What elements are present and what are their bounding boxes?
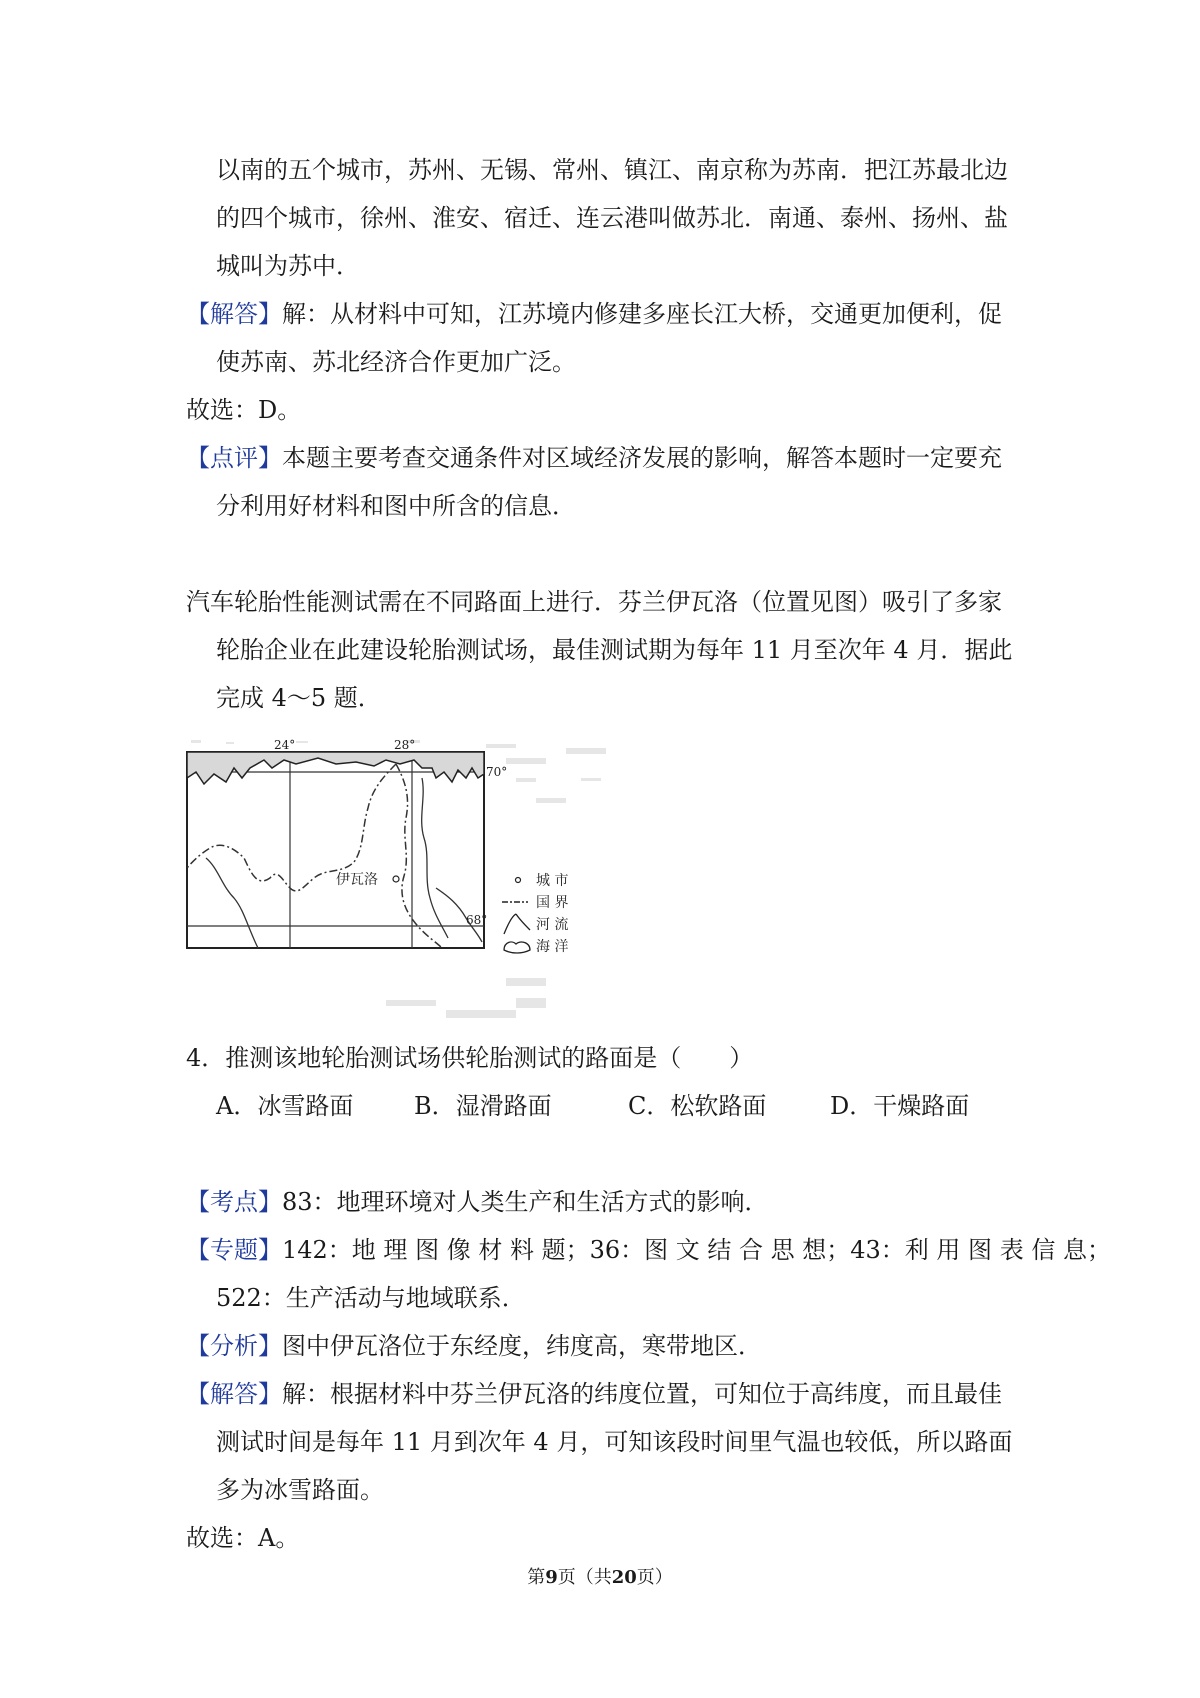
answer-line [186,299,1002,329]
question-options [216,1091,1016,1121]
zhuanti-tag: 【专题】 [186,1236,282,1264]
location-map [186,738,616,1030]
footer-middle: 页（共 [557,1567,612,1588]
jieda-line: 多为冰雪路面。 [216,1476,384,1504]
option-b[interactable]: B．湿滑路面 [414,1092,552,1120]
longitude-label: 28° [394,738,416,752]
river [422,778,448,938]
answer-tag: 【解答】 [186,300,282,328]
city-dot-icon [516,878,521,883]
jieda-line: 测试时间是每年 11 月到次年 4 月，可知该段时间里气温也较低，所以路面 [216,1428,1013,1456]
legend-label: 河 流 [536,917,569,933]
choice-line: 故选：A。 [186,1524,300,1552]
map-frame [187,752,484,948]
paragraph-line: 以南的五个城市，苏州、无锡、常州、镇江、南京称为苏南．把江苏最北边 [216,156,1008,184]
answer-text: 解：从材料中可知，江苏境内修建多座长江大桥，交通更加便利，促 [282,300,1002,328]
zhuanti-line [186,1235,1111,1265]
latitude-label: 68° [466,913,488,927]
legend-label: 城 市 [536,873,569,889]
intro-line: 轮胎企业在此建设轮胎测试场，最佳测试期为每年 11 月至次年 4 月．据此 [216,636,1013,664]
page-number: 9 [545,1567,558,1588]
footer-prefix: 第 [527,1567,546,1588]
kaodian-text: 83：地理环境对人类生产和生活方式的影响． [282,1188,769,1216]
review-line [186,443,1002,473]
fenxi-tag: 【分析】 [186,1332,282,1360]
river-line-icon [504,914,530,934]
review-text: 本题主要考查交通条件对区域经济发展的影响，解答本题时一定要充 [282,444,1002,472]
ocean-shape [187,752,484,784]
answer-line: 使苏南、苏北经济合作更加广泛。 [216,348,576,376]
paragraph-line: 的四个城市，徐州、淮安、宿迁、连云港叫做苏北．南通、泰州、扬州、盐 [216,204,1008,232]
legend-label: 国 界 [536,895,569,911]
footer-suffix: 页） [636,1567,673,1588]
intro-line: 汽车轮胎性能测试需在不同路面上进行．芬兰伊瓦洛（位置见图）吸引了多家 [186,588,1002,616]
option-d[interactable]: D．干燥路面 [830,1092,970,1120]
fenxi-line [186,1331,762,1361]
paragraph-line: 城叫为苏中． [216,252,360,280]
jieda-text: 解：根据材料中芬兰伊瓦洛的纬度位置，可知位于高纬度，而且最佳 [282,1380,1002,1408]
page-footer [0,1566,1200,1590]
longitude-label: 24° [274,738,296,752]
review-tag: 【点评】 [186,444,282,472]
option-a[interactable]: A．冰雪路面 [216,1092,354,1120]
national-border [396,764,442,948]
jieda-line [186,1379,1002,1409]
river [206,858,258,948]
page-total: 20 [611,1567,637,1588]
zhuanti-text: 142：地 理 图 像 材 料 题；36：图 文 结 合 思 想；43：利 用 图 表 信 息； [282,1236,1111,1264]
review-line: 分利用好材料和图中所含的信息． [216,492,576,520]
kaodian-tag: 【考点】 [186,1188,282,1216]
fenxi-text: 图中伊瓦洛位于东经度，纬度高，寒带地区． [282,1332,762,1360]
city-dot-icon [393,876,399,882]
intro-line: 完成 4～5 题． [216,684,382,712]
option-c[interactable]: C．松软路面 [628,1092,767,1120]
ocean-shape-icon [504,942,530,953]
city-label: 伊瓦洛 [336,872,378,888]
kaodian-line [186,1187,769,1217]
jieda-tag: 【解答】 [186,1380,282,1408]
legend-label: 海 洋 [536,939,569,955]
latitude-label: 70° [486,765,508,779]
choice-line: 故选：D。 [186,396,302,424]
zhuanti-line: 522：生产活动与地域联系． [216,1284,526,1312]
question-stem: 4．推测该地轮胎测试场供轮胎测试的路面是（ ） [186,1044,754,1072]
map-legend [502,873,568,955]
